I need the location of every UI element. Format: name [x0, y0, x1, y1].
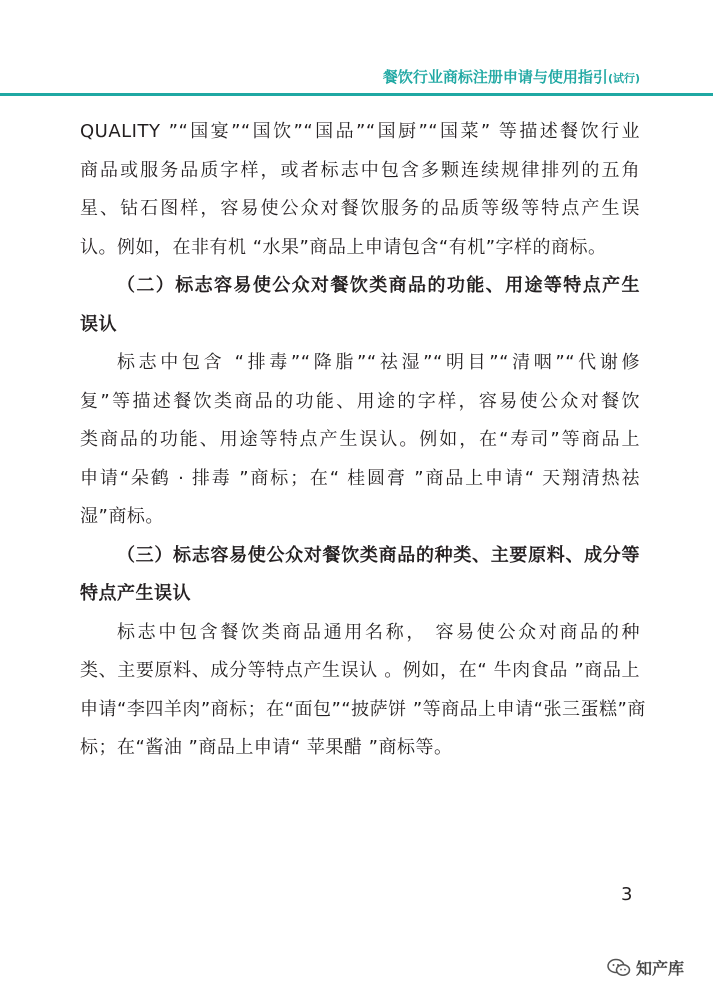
page-number: 3 — [621, 884, 633, 905]
paragraph-function-usage — [80, 344, 640, 537]
text-line: 标志中包含餐饮类商品通用名称， 容易使公众对商品的种 — [117, 621, 640, 643]
heading-line: 特点产生误认 — [80, 583, 191, 604]
watermark — [607, 956, 684, 979]
document-body — [80, 113, 646, 768]
text-line: 申请“李四羊肉”商标；在“面包”“披萨饼 ”等商品上申请“张三蛋糕”商 — [80, 698, 646, 720]
header-subtitle-text: (试行) — [607, 72, 640, 85]
text-line: 类商品的功能、用途等特点产生误认。例如，在“寿司”等商品上 — [80, 429, 640, 450]
paragraph-quality-descriptors — [80, 113, 640, 267]
section-heading-2 — [80, 267, 640, 344]
document-header-title — [383, 66, 640, 87]
heading-line: （二）标志容易使公众对餐饮类商品的功能、用途等特点产生 — [117, 275, 640, 296]
text-line: QUALITY ”“国宴”“国饮”“国品”“国厨”“国菜” 等描述餐饮行业 — [80, 121, 640, 142]
text-line: 复”等描述餐饮类商品的功能、用途的字样，容易使公众对餐饮 — [80, 390, 640, 412]
section-heading-3 — [80, 537, 640, 614]
heading-line: 误认 — [80, 313, 117, 335]
text-line: 标；在“酱油 ”商品上申请“ 苹果醋 ”商标等。 — [80, 737, 453, 758]
watermark-text: 知产库 — [636, 959, 685, 978]
text-line: 湿”商标。 — [80, 506, 164, 527]
text-line: 商品或服务品质字样，或者标志中包含多颗连续规律排列的五角 — [80, 159, 640, 181]
heading-line: （三）标志容易使公众对餐饮类商品的种类、主要原料、成分等 — [117, 544, 640, 566]
wechat-icon — [607, 958, 631, 978]
text-line: 类、主要原料、成分等特点产生误认 。例如，在“ 牛肉食品 ”商品上 — [80, 660, 640, 681]
header-rule — [0, 93, 713, 96]
header-title-text: 餐饮行业商标注册申请与使用指引 — [382, 68, 608, 86]
paragraph-generic-names — [80, 614, 646, 768]
text-line: 标志中包含 “排毒”“降脂”“祛湿”“明目”“清咽”“代谢修 — [117, 352, 640, 373]
text-line: 认。例如，在非有机 “水果”商品上申请包含“有机”字样的商标。 — [80, 236, 607, 258]
text-line: 星、钻石图样，容易使公众对餐饮服务的品质等级等特点产生误 — [80, 198, 640, 219]
text-line: 申请“朵鹤 · 排毒 ”商标；在“ 桂圆膏 ”商品上申请“ 天翔清热祛 — [80, 467, 640, 489]
